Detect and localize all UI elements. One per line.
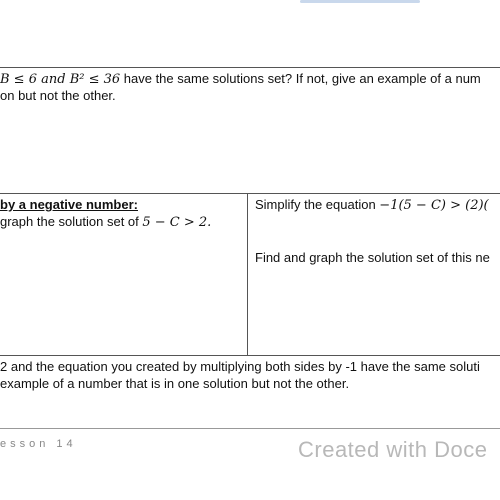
question-3-line-2: example of a number that is in one solution but not the other.	[0, 376, 350, 391]
table-bottom-border	[0, 428, 500, 429]
question-3-line-1: 2 and the equation you created by multiplying both sides by -1 have the same soluti	[0, 359, 480, 374]
table-column-divider	[247, 193, 248, 355]
table-row-divider-1	[0, 193, 500, 194]
top-accent-bar	[300, 0, 420, 3]
question-1-line-1: B ≤ 6 and B² ≤ 36 have the same solutions set? If not, give an example of a num	[0, 71, 481, 87]
watermark-text: Created with Doce	[298, 437, 488, 462]
table-top-border	[0, 67, 500, 68]
left-cell-heading: by a negative number:	[0, 197, 138, 212]
left-cell-instruction: graph the solution set of 5 − C > 2.	[0, 214, 212, 230]
right-cell-line-2: Find and graph the solution set of this ne	[255, 250, 490, 265]
table-row-divider-2	[0, 355, 500, 356]
right-cell-line-1: Simplify the equation −1(5 − C) > (2)(	[255, 197, 489, 213]
question-1-line-2: on but not the other.	[0, 88, 116, 103]
lesson-footer-label: esson 14	[0, 438, 77, 450]
